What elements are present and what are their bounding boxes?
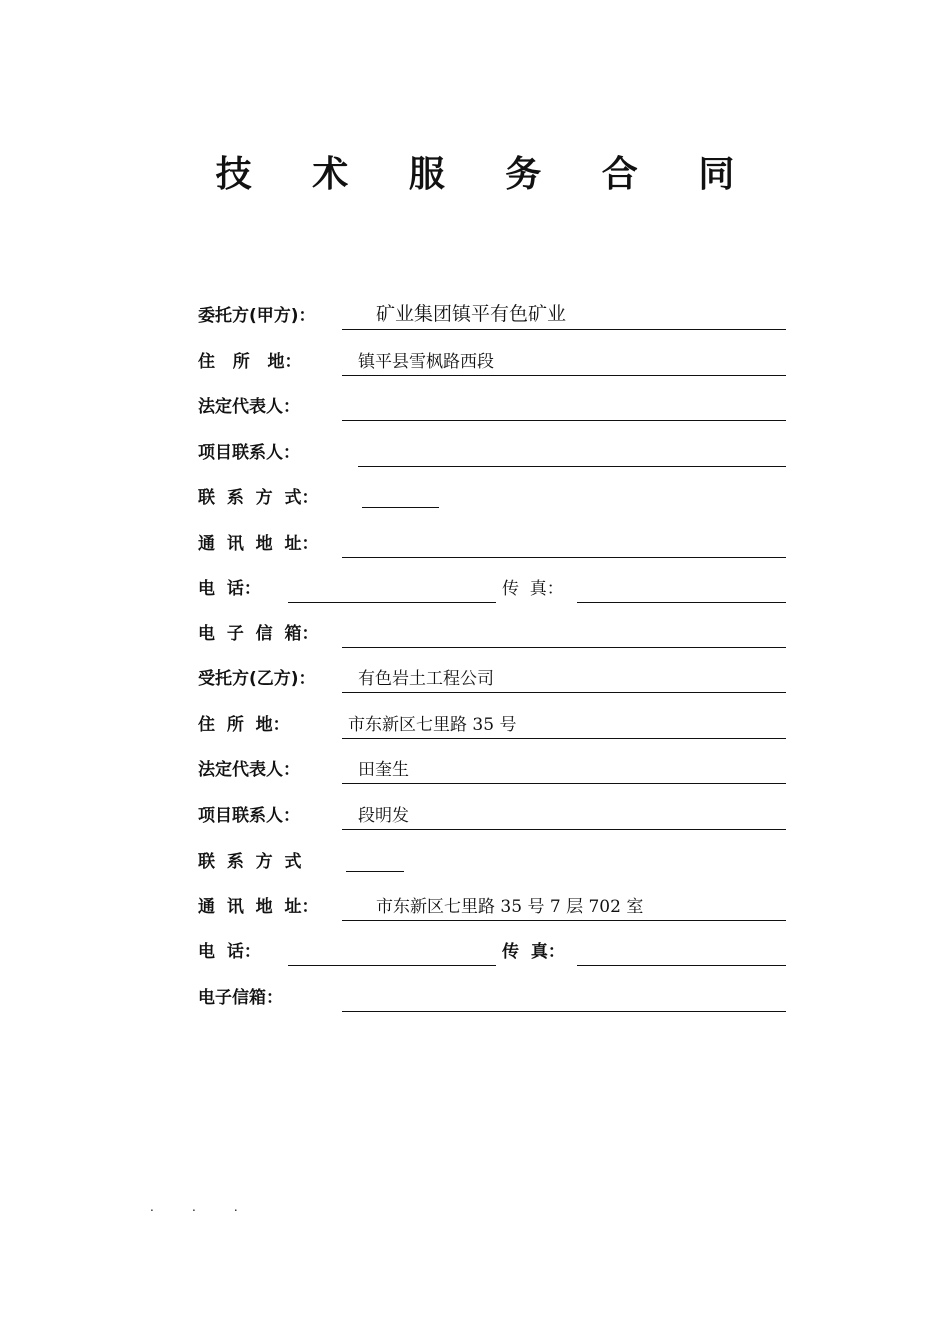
party-b-method-label: 联 系 方 式: [198, 852, 302, 872]
party-a-address: 镇平县雪枫路西段: [358, 352, 494, 372]
footer-dots: . . .: [150, 1200, 238, 1214]
party-b-method-row: [0, 826, 950, 872]
party-a-legal-rep-label: 法定代表人：: [198, 397, 300, 417]
party-b-mail-label: 通 讯 地 址：: [198, 897, 319, 917]
party-a-fax-label: 传 真：: [502, 579, 564, 599]
party-a-method-line: [362, 507, 439, 508]
party-b-address-row: [0, 693, 950, 739]
party-b-phone-label: 电 话：: [198, 942, 261, 962]
party-b-contact: 段明发: [358, 806, 409, 826]
party-b-legal-rep: 田奎生: [358, 760, 409, 780]
party-b-contact-row: [0, 784, 950, 830]
party-a-name: 矿业集团镇平有色矿业: [376, 303, 567, 325]
party-b-name: 有色岩土工程公司: [358, 669, 494, 689]
party-a-legal-rep-row: [0, 375, 950, 421]
document-title: 技 术 服 务 合 同: [215, 154, 759, 195]
party-b-fax-label: 传 真：: [502, 942, 565, 962]
party-b-contact-label: 项目联系人：: [198, 806, 300, 826]
party-a-phone-label: 电 话：: [198, 579, 261, 599]
party-b-legal-rep-row: [0, 738, 950, 784]
party-a-address-label: 住 所 地：: [198, 352, 302, 372]
party-a-contact-row: [0, 421, 950, 467]
party-a-email-label: 电 子 信 箱：: [198, 624, 319, 644]
party-b-address-label: 住 所 地：: [198, 715, 290, 735]
party-b-address: 市东新区七里路 35 号: [348, 715, 517, 735]
party-b-name-row: [0, 647, 950, 693]
party-a-contact-label: 项目联系人：: [198, 443, 300, 463]
party-a-name-row: [0, 284, 950, 330]
party-b-legal-rep-label: 法定代表人：: [198, 760, 300, 780]
party-a-method-label: 联 系 方 式：: [198, 488, 319, 508]
party-a-address-row: [0, 330, 950, 376]
party-a-method-row: [0, 462, 950, 508]
party-b-email-label: 电子信箱：: [198, 988, 283, 1008]
party-a-mail-row: [0, 512, 950, 558]
party-b-email-line: [342, 1011, 786, 1012]
party-b-email-row: [0, 966, 950, 1012]
party-a-email-row: [0, 602, 950, 648]
party-a-phone-row: [0, 557, 950, 603]
party-a-label: 委托方(甲方)：: [198, 306, 316, 326]
party-b-mail-row: [0, 875, 950, 921]
party-b-method-line: [346, 871, 404, 872]
party-b-phone-row: [0, 920, 950, 966]
party-b-label: 受托方(乙方)：: [198, 669, 316, 689]
party-b-mail: 市东新区七里路 35 号 7 层 702 室: [376, 897, 644, 917]
party-a-mail-label: 通 讯 地 址：: [198, 534, 319, 554]
